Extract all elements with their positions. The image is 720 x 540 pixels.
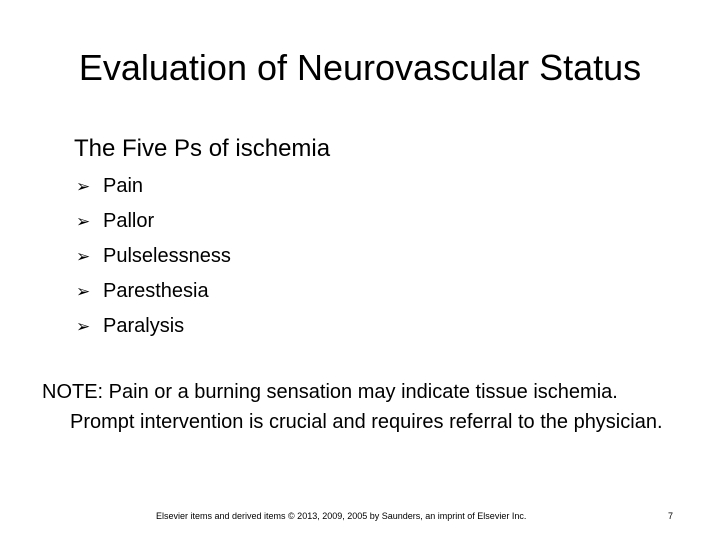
arrow-bullet-icon: ➢ [76,282,91,301]
list-item-label: Paralysis [103,315,185,337]
list-item-label: Pain [103,175,144,197]
list-item [76,274,231,309]
five-ps-list [76,169,231,344]
footer [0,509,720,523]
main-bullet [42,132,330,166]
list-item [76,239,231,274]
arrow-bullet-icon: ➢ [76,247,91,266]
arrow-bullet-icon: ➢ [76,212,91,231]
arrow-bullet-icon: ➢ [76,317,91,336]
list-item [76,169,231,204]
copyright-text: Elsevier items and derived items © 2013, 2009, 2005 by Saunders, an imprint of Elsevier Inc. [156,511,527,521]
list-item-label: Pulselessness [103,245,231,267]
page-number: 7 [668,511,674,521]
arrow-bullet-icon: ➢ [76,177,91,196]
note-text: NOTE: Pain or a burning sensation may indicate tissue ischemia. Prompt intervention is crucial and requires referral to the physician. [42,381,663,433]
list-item [76,309,231,344]
slide-title: Evaluation of Neurovascular Status [78,47,642,88]
list-item [76,204,231,239]
main-bullet-text: The Five Ps of ischemia [74,135,331,162]
list-item-label: Paresthesia [103,280,209,302]
list-item-label: Pallor [103,210,155,232]
